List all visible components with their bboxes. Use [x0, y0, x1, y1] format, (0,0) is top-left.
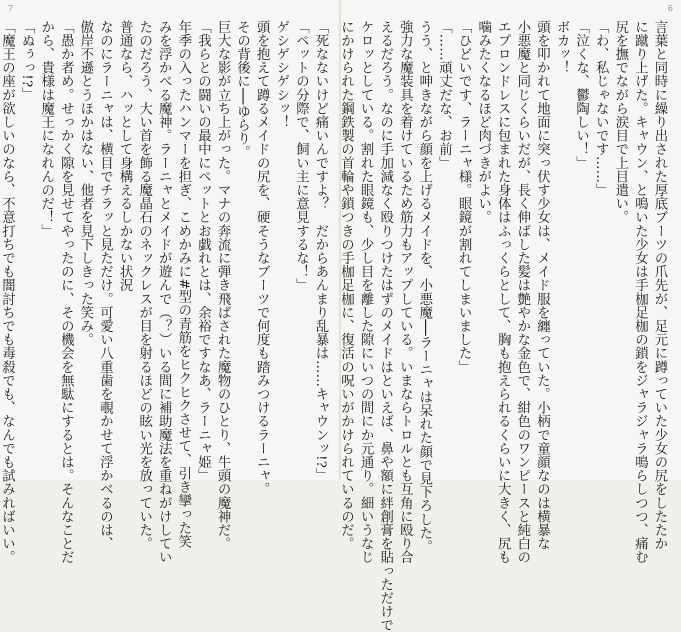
text-line: ケロッとしている。割れた眼鏡も、少し目を離した隙にいつの間にか元通り。細いうなじ	[358, 20, 374, 564]
text-line: 傲岸不遜とうほかはない、他者を見下しきった笑み。	[77, 20, 93, 347]
text-line: 頭を抱えて蹲るメイドの尻を、硬そうなブーツで何度も踏みつけるラーニャ。	[254, 20, 270, 496]
text-line: エプロンドレスに包まれた身体はふっくらとして、胸も抱えられるくらいに大きく、尻も	[495, 20, 511, 564]
text-line: 巨大な影が立ち上がった。マナの奔流に弾き飛ばされた魔物のひとり、牛頭の魔神だ。	[215, 20, 231, 551]
page-number-right: 6	[667, 4, 673, 13]
text-line: ゲシゲシゲシッ！	[273, 20, 289, 129]
left-page	[0, 0, 340, 564]
text-line: 「……頑丈だな、お前」	[436, 20, 452, 170]
text-line: ボカッ！	[554, 20, 570, 75]
right-page-text	[338, 20, 669, 632]
text-line: にかけられた鋼鉄製の首輪や鎖つきの手枷足枷に、復活の呪いがかけられているのだ。	[338, 20, 354, 551]
text-line: に蹴り上げた。キャウン、と鳴いた少女は手枷足枷の鎖をジャラジャラ鳴らしつつ、痛む	[632, 20, 648, 564]
text-line: その背後に──ゆらり。	[234, 20, 250, 159]
text-line: 「ペットの分際で、飼い主に意見するな！」	[293, 20, 309, 292]
text-line: 「ひどいです、ラーニャ様。眼鏡が割れてしまいました」	[456, 20, 472, 374]
text-line: 「愚か者め。せっかく隙を見せてやったのに、その機会を無駄にするとは。そんなことだ	[58, 20, 74, 564]
text-line: 「泣くな、鬱陶しい！」	[573, 20, 589, 170]
text-line: うう、と呻きながら顔を上げるメイドを、小悪魔──ラーニャは呆れた顔で見下ろした。	[416, 20, 432, 554]
page-number-left: 7	[8, 4, 14, 13]
text-line: みを浮かべる魔神。ラーニャとメイドが遊んで（？）いる間に補助魔法を重ねがけしてい	[156, 20, 172, 564]
text-line: 「死なないけど痛いんですよ？ だからあんまり乱暴は……キャウンッ!?」	[313, 20, 328, 482]
text-line: えるだろう。なのに手加減なく殴りつけたはずのメイドはといえば、鼻や額に絆創膏を貼っただけで	[377, 20, 393, 632]
text-line: 尻を撫でながら涙目で上目遣い。	[612, 20, 628, 224]
text-line: 「ぬぅっ!?」	[19, 20, 35, 101]
text-line: 「魔王の座が欲しいのなら、不意打ちでも闇討ちでも毒殺でも、なんでも試みればいい。	[0, 20, 15, 564]
text-line: 普通なら、ハッとして身構えるしかない状況	[117, 20, 133, 292]
text-line: から、貴様は魔王になれんのだ！」	[38, 20, 54, 238]
text-line: 強力な魔装具を着けているため筋力もアップしている。いまならトロルとも互角に殴り合	[397, 20, 413, 564]
right-page	[338, 0, 681, 632]
text-line: 言葉と同時に繰り出された厚底ブーツの爪先が、足元に蹲っていた少女の尻をしたたか	[652, 20, 667, 551]
text-line: 頭を叩かれて地面に突っ伏す少女は、メイド服を纏っていた。小柄で童顔なのは横暴な	[534, 20, 550, 551]
text-line: 小悪魔と同じくらいだが、長く伸ばした髪は艶やかな金色で、紺色のワンピースと純白の	[514, 20, 530, 564]
text-line: たのだろう、大い首を飾る魔晶石のネックレスが目を射るほどの眩い光を放っていた。	[136, 20, 152, 551]
left-page-text	[0, 20, 330, 564]
text-line: なのにラーニャは、横目でチラッと見ただけ。可愛い八重歯を覗かせて浮かべるのは、	[97, 20, 113, 551]
text-line: 噛みたくなるほど肉づきがよい。	[475, 20, 491, 224]
text-line: 「わ、私じゃないです……」	[593, 20, 609, 197]
text-line: 年季の入ったハンマーを担ぎ、こめかみに#型の青筋をヒクヒクさせて、引き攣った笑	[175, 20, 191, 549]
text-line: 「我らとの闘いの最中にペットとお戯れとは、余裕ですなあ、ラーニャ姫」	[195, 20, 211, 483]
